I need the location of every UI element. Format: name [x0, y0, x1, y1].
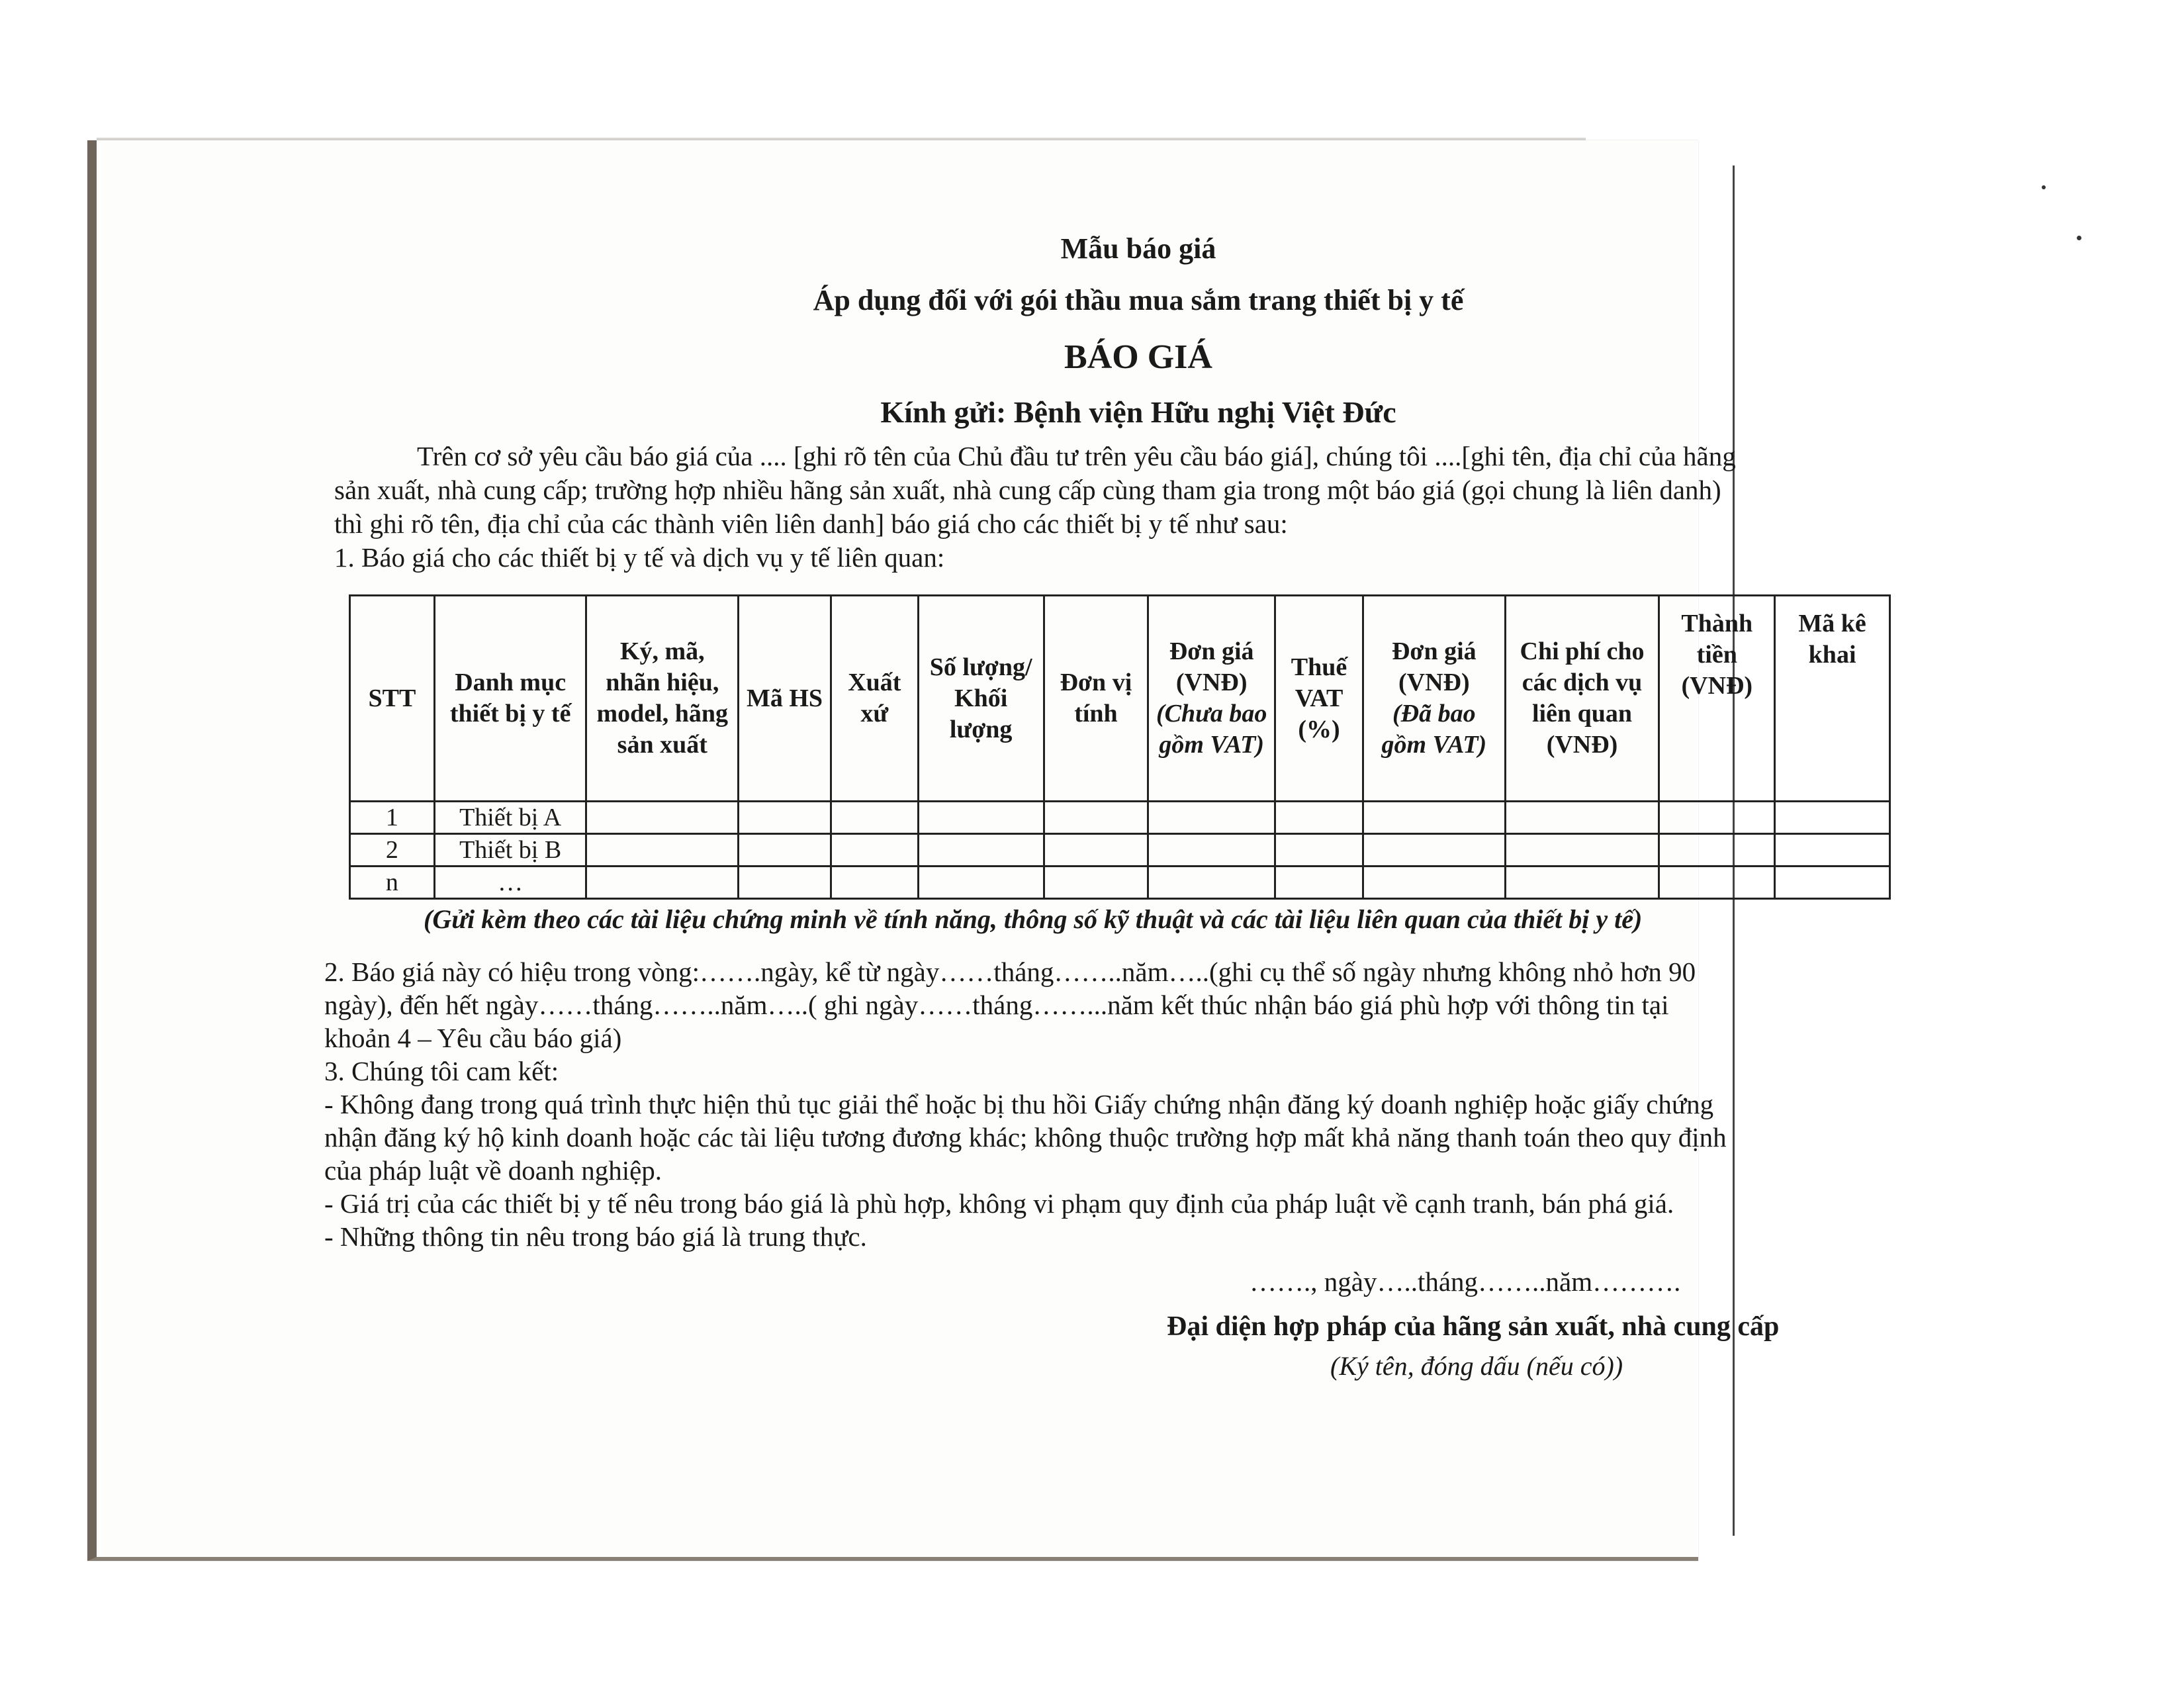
- cell-name: Thiết bị A: [434, 802, 586, 834]
- header-xuat-xu: Xuất xứ: [831, 596, 918, 802]
- cell-empty: [1363, 834, 1505, 867]
- table-row: [350, 834, 1890, 867]
- cell-empty: [918, 867, 1044, 899]
- cell-stt: n: [350, 867, 435, 899]
- cell-name: …: [434, 867, 586, 899]
- date-line: ……., ngày…..tháng……..năm……….: [1250, 1266, 1681, 1297]
- intro-paragraph: [334, 440, 1736, 575]
- header-so-luong: Số lượng/ Khối lượng: [918, 596, 1044, 802]
- header-don-gia-da-vat: [1363, 596, 1505, 802]
- body-line: - Không đang trong quá trình thực hiện thủ tục giải thể hoặc bị thu hồi Giấy chứng nhận đăng ký doanh nghiệp hoặc giấy chứng: [324, 1089, 1714, 1119]
- cell-empty: [831, 867, 918, 899]
- section-3-heading: 3. Chúng tôi cam kết:: [324, 1056, 559, 1086]
- cell-empty: [1363, 867, 1505, 899]
- cell-empty: [1775, 834, 1890, 867]
- header-text: Đơn giá (VNĐ): [1169, 637, 1254, 696]
- cell-empty: [1659, 802, 1775, 834]
- cell-empty: [1148, 834, 1275, 867]
- body-line: - Những thông tin nêu trong báo giá là trung thực.: [324, 1221, 867, 1252]
- cell-empty: [739, 834, 831, 867]
- cell-empty: [739, 867, 831, 899]
- cell-empty: [586, 834, 739, 867]
- header-don-vi: Đơn vị tính: [1044, 596, 1148, 802]
- header-text: (Chưa bao gồm VAT): [1156, 700, 1267, 759]
- cell-name: Thiết bị B: [434, 834, 586, 867]
- cell-empty: [1505, 834, 1659, 867]
- cell-empty: [1275, 867, 1363, 899]
- cell-empty: [831, 834, 918, 867]
- header-ma-hs: Mã HS: [739, 596, 831, 802]
- representative-line: Đại diện hợp pháp của hãng sản xuất, nhà cung cấp: [1167, 1311, 1780, 1342]
- header-chi-phi: Chi phí cho các dịch vụ liên quan (VNĐ): [1505, 596, 1659, 802]
- cell-empty: [1275, 802, 1363, 834]
- cell-stt: 2: [350, 834, 435, 867]
- cell-empty: [1044, 834, 1148, 867]
- cell-empty: [1044, 867, 1148, 899]
- header-text: Đơn giá (VNĐ): [1391, 637, 1477, 696]
- cell-empty: [586, 802, 739, 834]
- cell-empty: [1505, 867, 1659, 899]
- table-header-row: [350, 596, 1890, 802]
- intro-line: thì ghi rõ tên, địa chỉ của các thành viên liên danh] báo giá cho các thiết bị y tế như sau:: [334, 508, 1288, 539]
- cell-empty: [1775, 867, 1890, 899]
- cell-empty: [739, 802, 831, 834]
- cell-empty: [1275, 834, 1363, 867]
- cell-empty: [918, 834, 1044, 867]
- attachment-note: (Gửi kèm theo các tài liệu chứng minh về tính năng, thông số kỹ thuật và các tài liệu liên quan của thiết bị y tế): [424, 904, 1643, 934]
- form-scope: Áp dụng đối với gói thầu mua sắm trang thiết bị y tế: [813, 284, 1464, 316]
- cell-empty: [1659, 834, 1775, 867]
- cell-empty: [1505, 802, 1659, 834]
- header-text: (Đã bao gồm VAT): [1381, 700, 1487, 759]
- signature-note: (Ký tên, đóng dấu (nếu có)): [1330, 1351, 1623, 1381]
- header-ky-ma: Ký, mã, nhãn hiệu, model, hãng sản xuất: [586, 596, 739, 802]
- cell-empty: [918, 802, 1044, 834]
- body-line: của pháp luật về doanh nghiệp.: [324, 1155, 662, 1186]
- intro-line: sản xuất, nhà cung cấp; trường hợp nhiều hãng sản xuất, nhà cung cấp cùng tham gia trong một báo giá (gọi chung là liên danh): [334, 475, 1721, 505]
- body-line: 2. Báo giá này có hiệu trong vòng:…….ngày, kể từ ngày……tháng……..năm…..(ghi cụ thể số ngày nhưng không nhỏ hơn 90: [324, 957, 1696, 987]
- header-stt: STT: [350, 596, 435, 802]
- cell-empty: [1148, 867, 1275, 899]
- cell-empty: [586, 867, 739, 899]
- cell-empty: [1363, 802, 1505, 834]
- body-line: khoản 4 – Yêu cầu báo giá): [324, 1023, 622, 1053]
- cell-empty: [1659, 867, 1775, 899]
- recipient-line: Kính gửi: Bệnh viện Hữu nghị Việt Đức: [880, 395, 1396, 429]
- section-1-heading: 1. Báo giá cho các thiết bị y tế và dịch vụ y tế liên quan:: [334, 542, 945, 573]
- header-thanh-tien: Thành tiền (VNĐ): [1659, 596, 1775, 802]
- header-ma-ke-khai: Mã kê khai: [1775, 596, 1890, 802]
- body-line: - Giá trị của các thiết bị y tế nêu trong báo giá là phù hợp, không vi phạm quy định của pháp luật về cạnh tranh, bán phá giá.: [324, 1188, 1674, 1219]
- cell-empty: [1148, 802, 1275, 834]
- cell-empty: [1044, 802, 1148, 834]
- header-danh-muc: Danh mục thiết bị y tế: [434, 596, 586, 802]
- cell-empty: [1775, 802, 1890, 834]
- cell-empty: [831, 802, 918, 834]
- body-paragraphs: [324, 955, 1727, 1253]
- table-row: [350, 867, 1890, 899]
- body-line: nhận đăng ký hộ kinh doanh hoặc các tài liệu tương đương khác; không thuộc trường hợp mất khả năng thanh toán theo quy định: [324, 1122, 1727, 1152]
- quote-table: [349, 594, 1891, 900]
- header-don-gia-chua-vat: [1148, 596, 1275, 802]
- body-line: ngày), đến hết ngày……tháng……..năm…..( ghi ngày……tháng……...năm kết thúc nhận báo giá phù hợp với thông tin tại: [324, 990, 1669, 1020]
- document-title: BÁO GIÁ: [1064, 338, 1212, 376]
- cell-stt: 1: [350, 802, 435, 834]
- header-thue-vat: Thuế VAT (%): [1275, 596, 1363, 802]
- table-row: [350, 802, 1890, 834]
- intro-line: Trên cơ sở yêu cầu báo giá của .... [ghi rõ tên của Chủ đầu tư trên yêu cầu báo giá], chúng tôi ....[ghi tên, địa chỉ của hãng: [417, 441, 1736, 471]
- form-label: Mẫu báo giá: [1060, 232, 1216, 265]
